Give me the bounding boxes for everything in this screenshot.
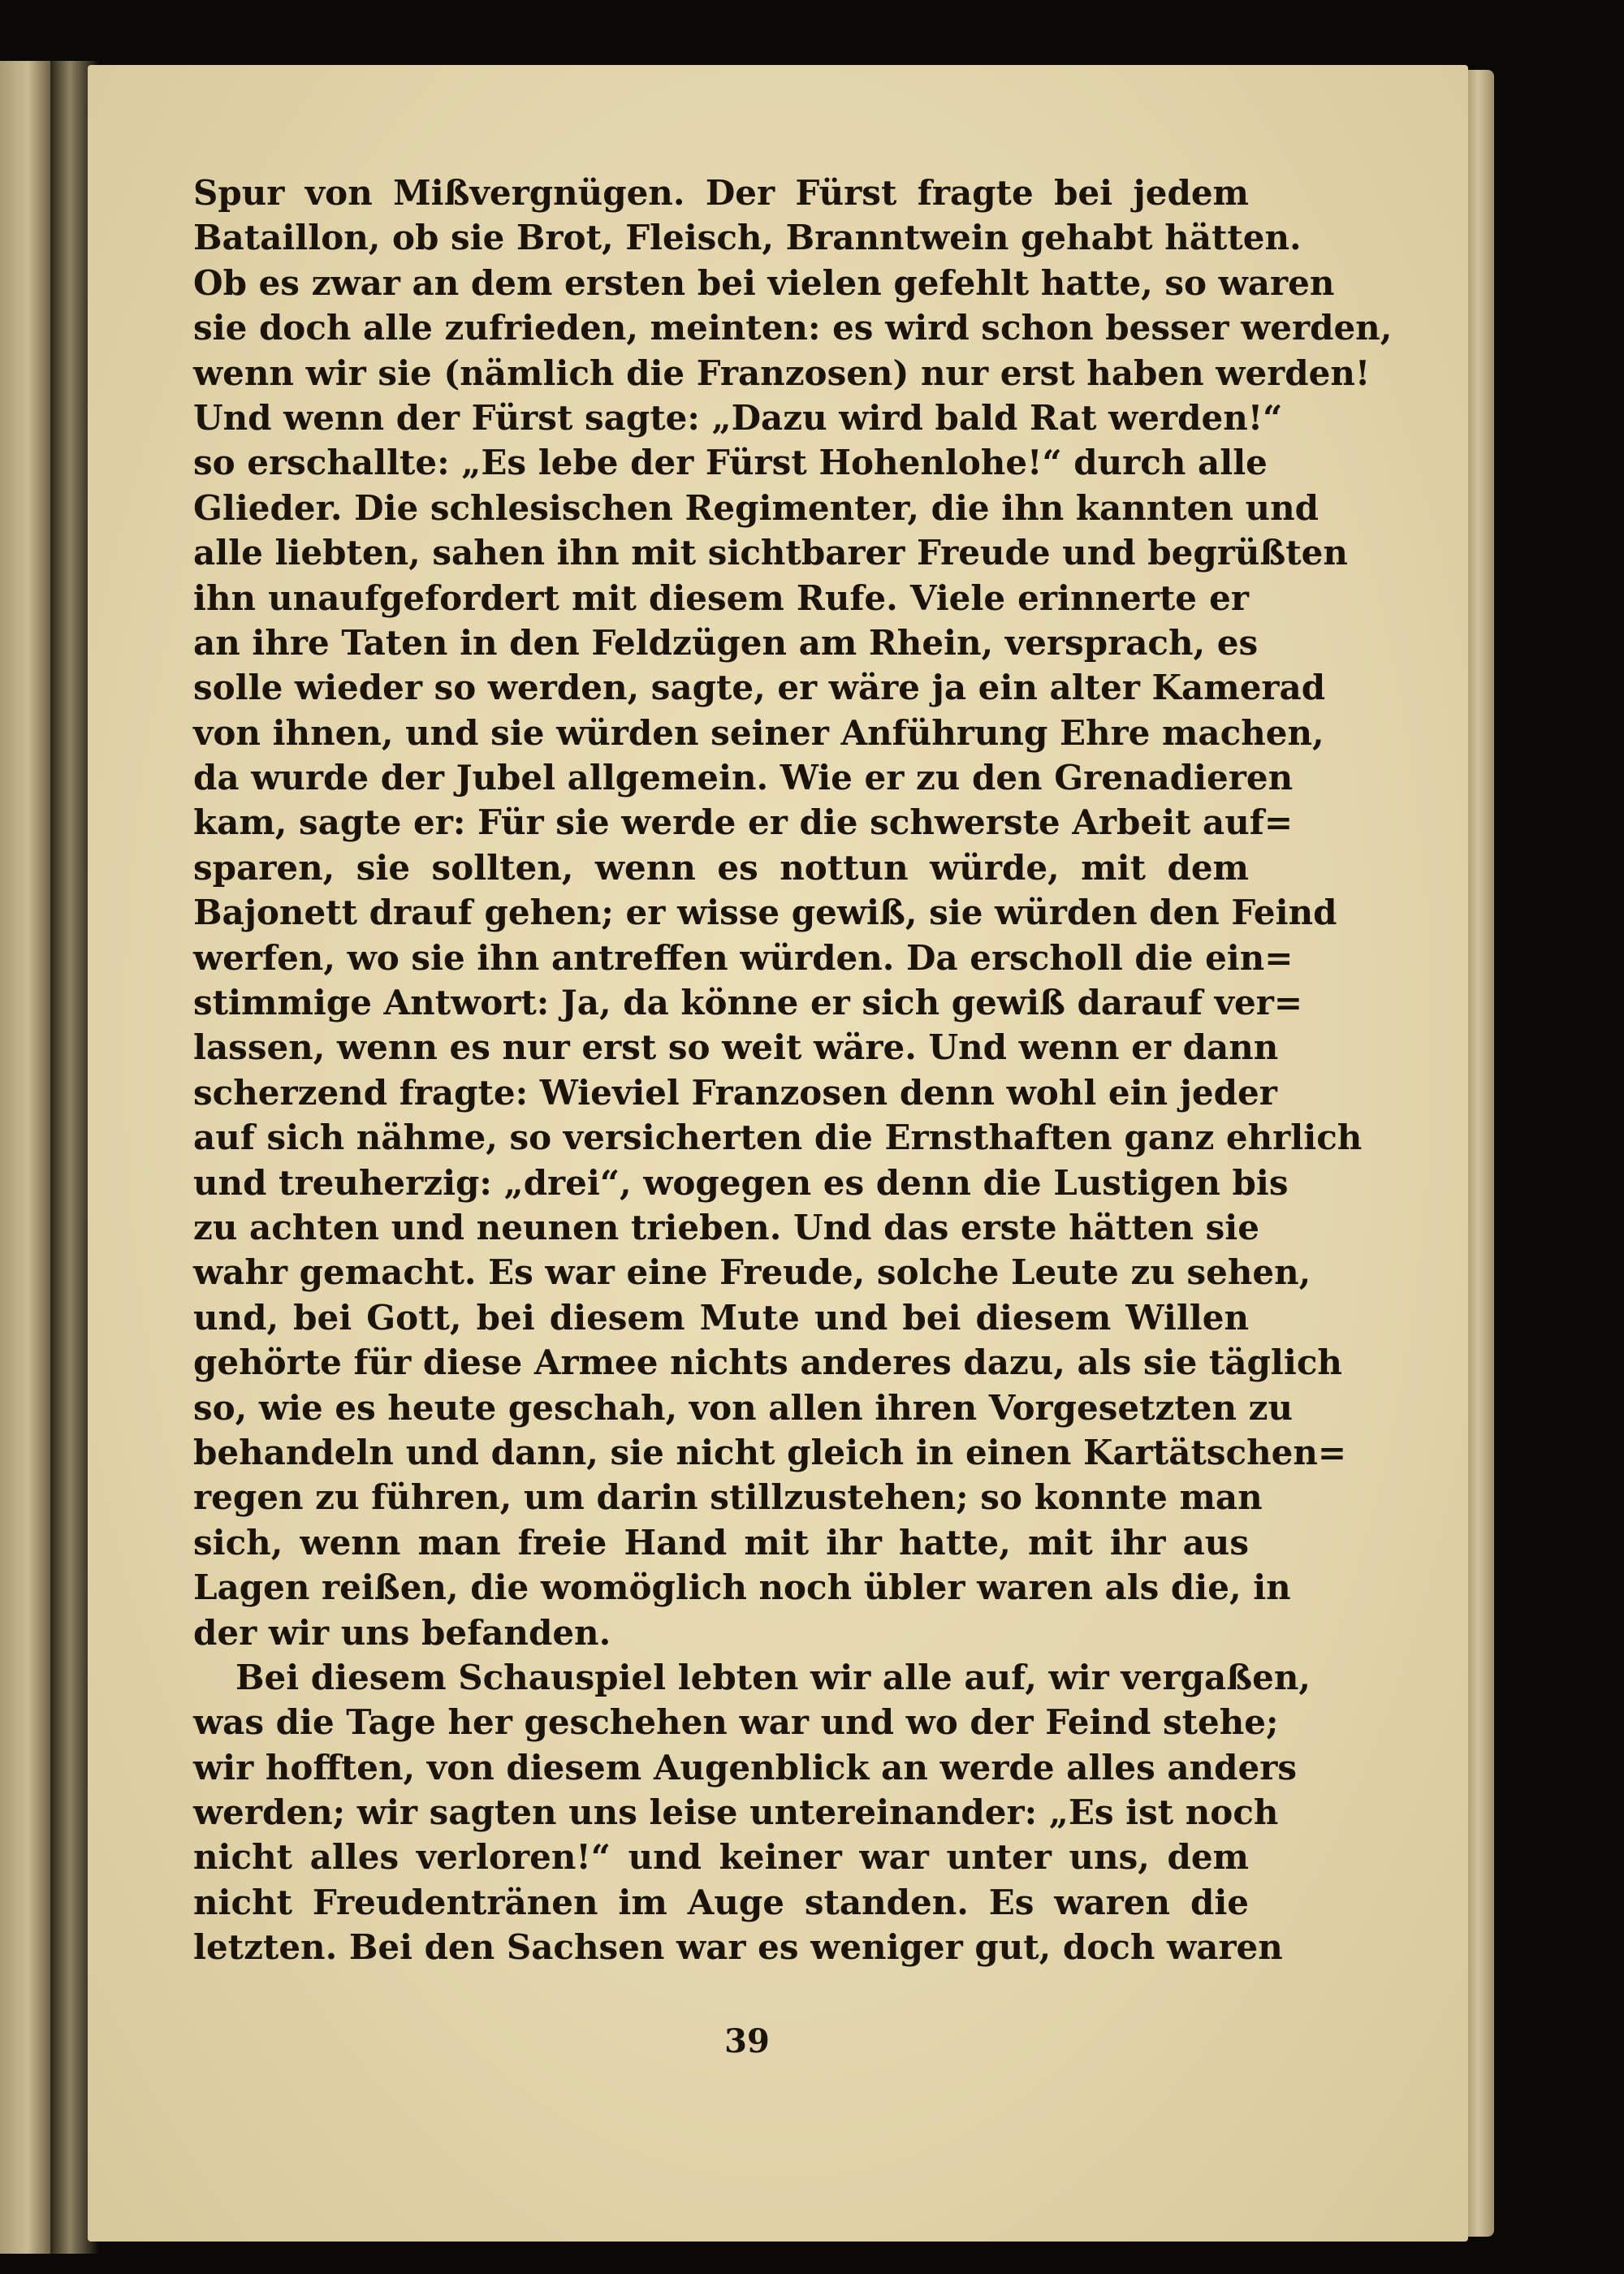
text-line: so, wie es heute geschah, von allen ihren Vorgesetzten zu [193,1387,1294,1428]
text-line: zu achten und neunen trieben. Und das erste hätten sie [193,1207,1259,1247]
text-line: alle liebten, sahen ihn mit sichtbarer Freude und begrüßten [193,533,1348,573]
text-line: nicht alles verloren!“ und keiner war unter uns, dem [193,1837,1249,1878]
text-line: da wurde der Jubel allgemein. Wie er zu den Grenadieren [193,758,1294,798]
text-line: Und wenn der Fürst sagte: „Dazu wird bald Rat werden!“ [193,397,1283,438]
text-line: Bajonett drauf gehen; er wisse gewiß, sie würden den Feind [193,893,1337,933]
left-page-edge [0,61,50,2254]
text-line: sich, wenn man freie Hand mit ihr hatte, mit ihr aus [193,1522,1249,1563]
text-line: werden; wir sagten uns leise untereinander: „Es ist noch [193,1792,1279,1833]
paragraph-end-line: der wir uns befanden. [193,1612,611,1653]
text-line: stimmige Antwort: Ja, da könne er sich gewiß darauf ver= [193,983,1303,1023]
text-line: wir hofften, von diesem Augenblick an werde alles anders [193,1747,1297,1788]
text-line: so erschallte: „Es lebe der Fürst Hohenlohe!“ durch alle [193,443,1268,483]
paragraph-start-line: Bei diesem Schauspiel lebten wir alle auf, wir vergaßen, [235,1657,1311,1697]
text-line: wahr gemacht. Es war eine Freude, solche Leute zu sehen, [193,1252,1311,1293]
page-stack-edge [1468,70,1494,2237]
text-line: ihn unaufgefordert mit diesem Rufe. Viele erinnerte er [193,577,1249,618]
text-line: nicht Freudentränen im Auge standen. Es waren die [193,1882,1249,1922]
text-line: regen zu führen, um darin stillzustehen; so konnte man [193,1477,1263,1518]
text-line: kam, sagte er: Für sie werde er die schwerste Arbeit auf= [193,802,1294,843]
text-line: letzten. Bei den Sachsen war es weniger gut, doch waren [193,1927,1283,1968]
text-line: von ihnen, und sie würden seiner Anführung Ehre machen, [193,712,1324,753]
text-line: scherzend fragte: Wieviel Franzosen denn wohl ein jeder [193,1072,1277,1113]
text-line: lassen, wenn es nur erst so weit wäre. Und wenn er dann [193,1027,1279,1068]
text-line: auf sich nähme, so versicherten die Ernsthaften ganz ehrlich [193,1118,1363,1158]
text-line: an ihre Taten in den Feldzügen am Rhein, versprach, es [193,622,1259,663]
page-number: 39 [724,2022,770,2060]
text-line: gehörte für diese Armee nichts anderes dazu, als sie täglich [193,1342,1342,1383]
text-line: Glieder. Die schlesischen Regimenter, die ihn kannten und [193,487,1319,528]
text-line: sie doch alle zufrieden, meinten: es wird schon besser werden, [193,308,1393,348]
text-line: sparen, sie sollten, wenn es nottun würde, mit dem [193,847,1249,888]
text-line: und, bei Gott, bei diesem Mute und bei diesem Willen [193,1297,1249,1338]
body-text [193,171,1393,1970]
text-line: behandeln und dann, sie nicht gleich in einen Kartätschen= [193,1432,1347,1472]
text-line: werfen, wo sie ihn antreffen würden. Da erscholl die ein= [193,937,1294,978]
text-line: wenn wir sie (nämlich die Franzosen) nur erst haben werden! [193,352,1371,393]
text-line: Spur von Mißvergnügen. Der Fürst fragte bei jedem [193,173,1249,213]
text-line: solle wieder so werden, sagte, er wäre ja ein alter Kamerad [193,668,1326,708]
text-line: Lagen reißen, die womöglich noch übler waren als die, in [193,1567,1291,1608]
text-line: und treuherzig: „drei“, wogegen es denn die Lustigen bis [193,1162,1289,1203]
text-line: was die Tage her geschehen war und wo der Feind stehe; [193,1702,1279,1743]
text-line: Bataillon, ob sie Brot, Fleisch, Branntwein gehabt hätten. [193,218,1302,258]
text-line: Ob es zwar an dem ersten bei vielen gefehlt hatte, so waren [193,262,1335,303]
